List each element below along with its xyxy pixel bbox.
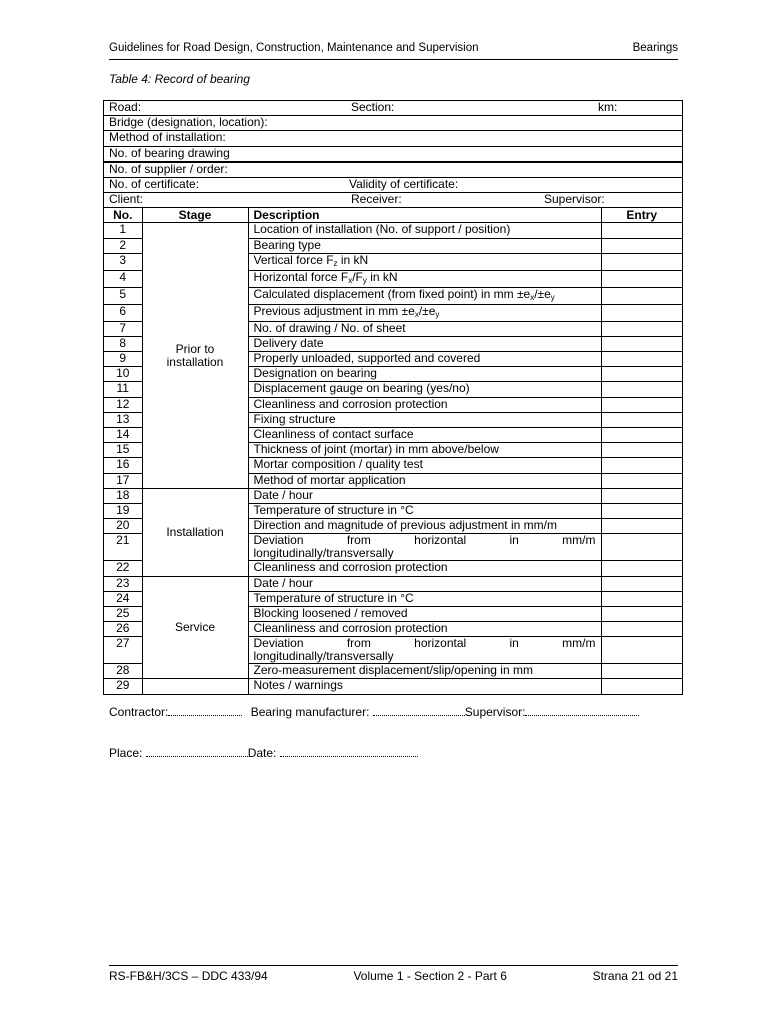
entry-cell[interactable] <box>601 352 682 367</box>
certificate-label[interactable]: No. of certificate: <box>109 176 200 191</box>
method-row[interactable]: Method of installation: <box>104 131 682 146</box>
row-number: 26 <box>104 622 142 637</box>
col-entry: Entry <box>601 208 682 223</box>
entry-cell[interactable] <box>601 321 682 336</box>
row-number: 8 <box>104 336 142 351</box>
col-description: Description <box>248 208 601 223</box>
entry-cell[interactable] <box>601 238 682 253</box>
row-number: 6 <box>104 304 142 321</box>
row-number: 27 <box>104 637 142 664</box>
row-description <box>248 637 601 664</box>
table-caption: Table 4: Record of bearing <box>109 72 250 86</box>
row-description: Notes / warnings <box>248 679 601 694</box>
entry-cell[interactable] <box>601 473 682 488</box>
entry-cell[interactable] <box>601 503 682 518</box>
row-description: Displacement gauge on bearing (yes/no) <box>248 382 601 397</box>
contractor-field[interactable] <box>168 704 242 716</box>
date-field[interactable] <box>280 745 418 757</box>
row-description: Thickness of joint (mortar) in mm above/below <box>248 443 601 458</box>
row-number: 5 <box>104 287 142 304</box>
row-description: Method of mortar application <box>248 473 601 488</box>
entry-cell[interactable] <box>601 664 682 679</box>
row-number: 20 <box>104 519 142 534</box>
row-number: 19 <box>104 503 142 518</box>
entry-cell[interactable] <box>601 382 682 397</box>
entry-cell[interactable] <box>601 304 682 321</box>
row-description: Bearing type <box>248 238 601 253</box>
row-description: Cleanliness and corrosion protection <box>248 561 601 576</box>
validity-label[interactable]: Validity of certificate: <box>349 176 459 191</box>
entry-cell[interactable] <box>601 591 682 606</box>
row-number: 4 <box>104 270 142 287</box>
entry-cell[interactable] <box>601 397 682 412</box>
description-word: mm/m <box>562 533 596 548</box>
entry-cell[interactable] <box>601 606 682 621</box>
col-stage: Stage <box>142 208 248 223</box>
row-number: 11 <box>104 382 142 397</box>
description-word: horizontal <box>414 636 467 651</box>
row-description: Vertical force $F_z$ in kN <box>248 253 601 270</box>
column-header-row <box>104 208 682 223</box>
entry-cell[interactable] <box>601 336 682 351</box>
row-number: 3 <box>104 253 142 270</box>
row-number: 29 <box>104 679 142 694</box>
row-number: 22 <box>104 561 142 576</box>
row-number: 13 <box>104 412 142 427</box>
entry-cell[interactable] <box>601 270 682 287</box>
entry-cell[interactable] <box>601 488 682 503</box>
header-title: Guidelines for Road Design, Construction, Maintenance and Supervision <box>109 42 479 54</box>
table-row <box>104 679 682 694</box>
bridge-row[interactable]: Bridge (designation, location): <box>104 116 682 131</box>
entry-cell[interactable] <box>601 458 682 473</box>
client-row <box>104 193 682 208</box>
date-label: Date: <box>247 746 277 760</box>
row-description: Cleanliness and corrosion protection <box>248 622 601 637</box>
supplier-row[interactable]: No. of supplier / order: <box>104 162 682 178</box>
row-description: Date / hour <box>248 576 601 591</box>
page-header <box>109 42 678 60</box>
entry-cell[interactable] <box>601 622 682 637</box>
entry-cell[interactable] <box>601 637 682 664</box>
description-line-2: longitudinally/transversally <box>253 546 394 561</box>
description-word: horizontal <box>414 533 467 548</box>
col-no: No. <box>104 208 142 223</box>
row-description: No. of drawing / No. of sheet <box>248 321 601 336</box>
stage-cell-service <box>142 576 248 679</box>
row-description: Location of installation (No. of support / position) <box>248 223 601 238</box>
row-number: 9 <box>104 352 142 367</box>
description-word: mm/m <box>562 636 596 651</box>
stage-cell-prior <box>142 223 248 488</box>
table-row <box>104 576 682 591</box>
row-number: 28 <box>104 664 142 679</box>
row-description: Cleanliness and corrosion protection <box>248 397 601 412</box>
entry-cell[interactable] <box>601 223 682 238</box>
supervisor-label[interactable]: Supervisor: <box>544 192 605 207</box>
section-label[interactable]: Section: <box>351 100 395 114</box>
entry-cell[interactable] <box>601 367 682 382</box>
record-header-rows <box>104 101 682 208</box>
row-description: Fixing structure <box>248 412 601 427</box>
row-description: Direction and magnitude of previous adjustment in mm/m <box>248 519 601 534</box>
stage-label: installation <box>166 354 224 369</box>
stage-label: Installation <box>166 524 224 539</box>
stage-label: Service <box>174 619 215 634</box>
footer-page: Strana 21 od 21 <box>592 969 678 983</box>
entry-cell[interactable] <box>601 534 682 561</box>
row-number: 17 <box>104 473 142 488</box>
row-description: Blocking loosened / removed <box>248 606 601 621</box>
row-number: 7 <box>104 321 142 336</box>
row-description: Properly unloaded, supported and covered <box>248 352 601 367</box>
description-word: Deviation <box>253 636 304 651</box>
supervisor-field[interactable] <box>525 704 639 716</box>
entry-cell[interactable] <box>601 412 682 427</box>
description-word: from <box>346 533 371 548</box>
client-label[interactable]: Client: <box>109 192 144 207</box>
row-number: 16 <box>104 458 142 473</box>
row-description: Calculated displacement (from fixed point) in mm $\pm e_x/\pm e_y$ <box>248 287 601 304</box>
description-word: from <box>346 636 371 651</box>
row-description: Cleanliness of contact surface <box>248 428 601 443</box>
entry-cell[interactable] <box>601 561 682 576</box>
entry-cell[interactable] <box>601 679 682 694</box>
row-number: 23 <box>104 576 142 591</box>
drawing-row[interactable]: No. of bearing drawing <box>104 146 682 162</box>
row-description: Temperature of structure in °C <box>248 591 601 606</box>
row-description: Delivery date <box>248 336 601 351</box>
stage-label: Prior to <box>175 341 215 356</box>
description-word: in <box>509 636 519 651</box>
row-description: Zero-measurement displacement/slip/opening in mm <box>248 664 601 679</box>
manufacturer-field[interactable] <box>373 704 465 716</box>
supervisor-sign-label: Supervisor: <box>464 705 526 719</box>
road-label[interactable]: Road: <box>109 100 142 114</box>
row-number: 1 <box>104 223 142 238</box>
footer-doc-id: RS-FB&H/3CS – DDC 433/94 <box>109 969 268 983</box>
footer-volume: Volume 1 - Section 2 - Part 6 <box>353 969 507 983</box>
receiver-label[interactable]: Receiver: <box>351 192 402 207</box>
row-number: 10 <box>104 367 142 382</box>
entry-cell[interactable] <box>601 287 682 304</box>
entry-cell[interactable] <box>601 253 682 270</box>
row-description: Mortar composition / quality test <box>248 458 601 473</box>
entry-cell[interactable] <box>601 576 682 591</box>
description-line-2: longitudinally/transversally <box>253 649 394 664</box>
row-description <box>248 534 601 561</box>
certificate-row <box>104 177 682 192</box>
row-description: Previous adjustment in mm $\pm e_x/\pm e_y$ <box>248 304 601 321</box>
road-row <box>104 101 682 116</box>
row-number: 24 <box>104 591 142 606</box>
row-number: 15 <box>104 443 142 458</box>
row-number: 2 <box>104 238 142 253</box>
table-row <box>104 223 682 238</box>
place-label: Place: <box>109 746 143 760</box>
contractor-label: Contractor: <box>109 705 169 719</box>
row-description: Horizontal force $F_x/F_y$ in kN <box>248 270 601 287</box>
entry-cell[interactable] <box>601 428 682 443</box>
km-label[interactable]: km: <box>598 100 618 114</box>
entry-cell[interactable] <box>601 443 682 458</box>
row-number: 21 <box>104 534 142 561</box>
row-description: Date / hour <box>248 488 601 503</box>
row-number: 25 <box>104 606 142 621</box>
stage-cell-installation <box>142 488 248 576</box>
row-description: Temperature of structure in °C <box>248 503 601 518</box>
description-word: Deviation <box>253 533 304 548</box>
entry-cell[interactable] <box>601 519 682 534</box>
stage-cell-blank <box>142 679 248 694</box>
signature-line-1 <box>109 704 639 719</box>
manufacturer-label: Bearing manufacturer: <box>250 705 370 719</box>
description-word: in <box>509 533 519 548</box>
row-number: 14 <box>104 428 142 443</box>
row-description: Designation on bearing <box>248 367 601 382</box>
row-number: 12 <box>104 397 142 412</box>
bearing-record-table <box>103 100 683 695</box>
table-row <box>104 488 682 503</box>
header-section: Bearings <box>632 42 678 54</box>
signature-line-2 <box>109 745 418 760</box>
place-field[interactable] <box>146 745 248 757</box>
inspection-items-table <box>104 208 682 693</box>
page-footer <box>109 965 678 983</box>
row-number: 18 <box>104 488 142 503</box>
